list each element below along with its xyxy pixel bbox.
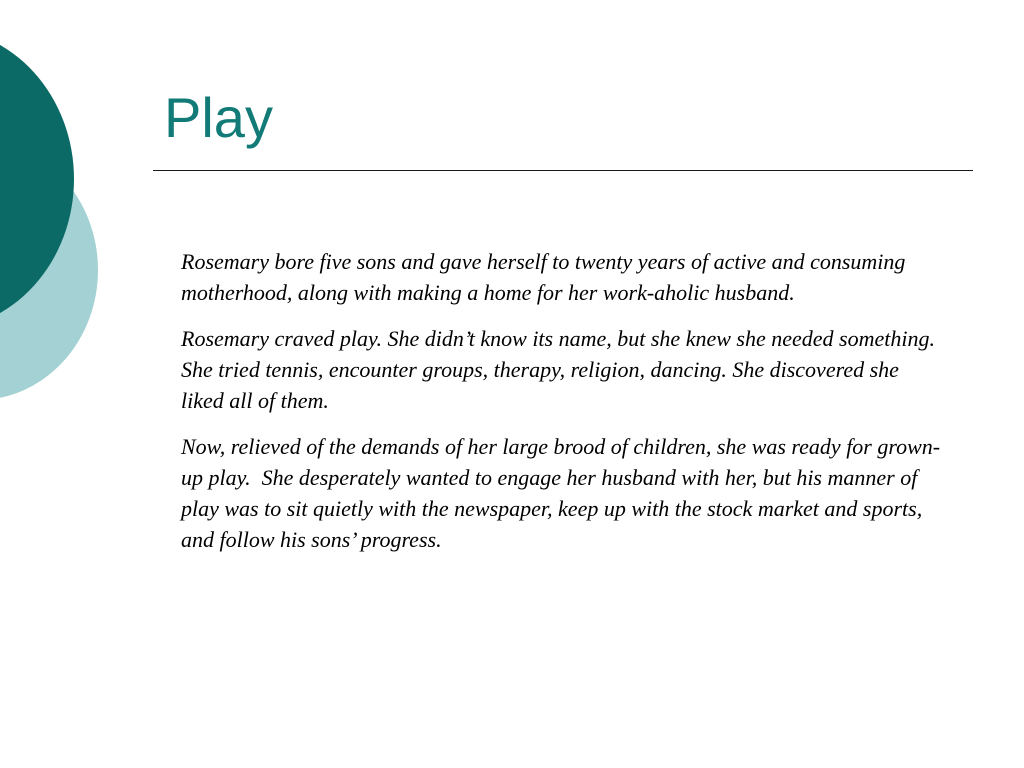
slide-title: Play [164, 86, 273, 149]
body-paragraph-2: Rosemary craved play. She didn’t know its name, but she knew she needed something. She tried tennis, encounter groups, therapy, religion, dancing. She discovered she liked all of them. [181, 326, 946, 413]
title-divider [153, 170, 973, 171]
body-paragraph-1: Rosemary bore five sons and gave herself to twenty years of active and consuming motherhood, along with making a home for her work-aholic husband. [181, 249, 911, 305]
slide-body [181, 246, 946, 570]
body-paragraph-3: Now, relieved of the demands of her large brood of children, she was ready for grown-up play. She desperately wanted to engage her husband with her, but his manner of play was to sit quietly with the newspaper, keep up with the stock market and sports, and follow his sons’ progress. [181, 434, 941, 552]
